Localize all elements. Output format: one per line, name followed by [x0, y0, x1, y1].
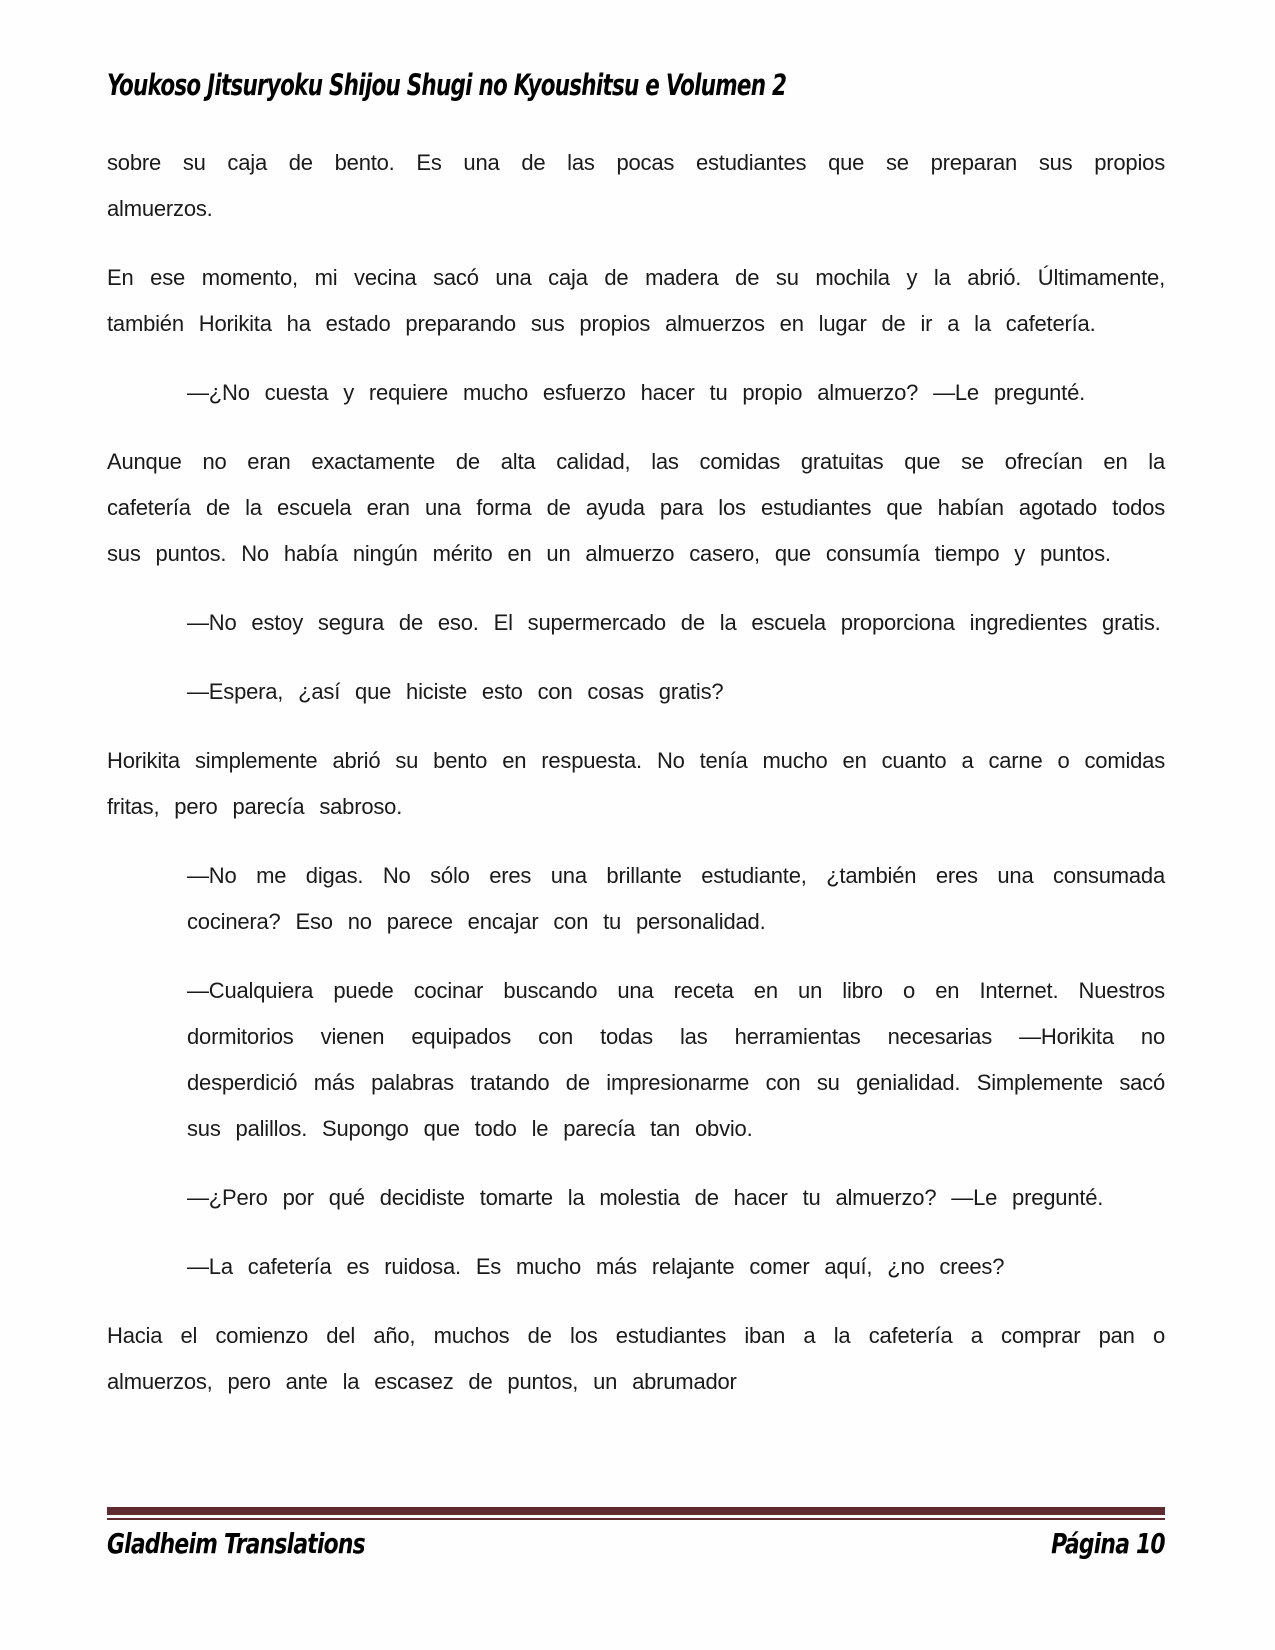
footer-rule-thick	[107, 1507, 1165, 1515]
footer-page-number: Página 10	[1051, 1527, 1165, 1560]
footer-row	[107, 1527, 1165, 1560]
footer-rule-thin	[107, 1518, 1165, 1520]
paragraph: Hacia el comienzo del año, muchos de los estudiantes iban a la cafetería a comprar pan o almuerzos, pero ante la escasez de puntos, un abrumador	[107, 1323, 1165, 1394]
paragraph: —Espera, ¿así que hiciste esto con cosas gratis?	[187, 679, 724, 704]
paragraph: —Cualquiera puede cocinar buscando una receta en un libro o en Internet. Nuestros dormitorios vienen equipados con todas las herramientas necesarias —Horikita no desperdició más palabras tratando de impresionarme con su genialidad. Simplemente sacó sus palillos. Supongo que todo le parecía tan obvio.	[187, 978, 1165, 1141]
paragraph: —¿Pero por qué decidiste tomarte la molestia de hacer tu almuerzo? —Le pregunté.	[187, 1185, 1104, 1210]
header-title: Youkoso Jitsuryoku Shijou Shugi no Kyoushitsu e Volumen 2	[107, 68, 787, 102]
paragraph: Horikita simplemente abrió su bento en respuesta. No tenía mucho en cuanto a carne o comidas fritas, pero parecía sabroso.	[107, 748, 1165, 819]
page-footer	[107, 1507, 1165, 1560]
paragraph: En ese momento, mi vecina sacó una caja de madera de su mochila y la abrió. Últimamente, también Horikita ha estado preparando sus propios almuerzos en lugar de ir a la cafetería.	[107, 265, 1165, 336]
paragraph: Aunque no eran exactamente de alta calidad, las comidas gratuitas que se ofrecían en la cafetería de la escuela eran una forma de ayuda para los estudiantes que habían agotado todos sus puntos. No había ningún mérito en un almuerzo casero, que consumía tiempo y puntos.	[107, 449, 1165, 566]
paragraph: —La cafetería es ruidosa. Es mucho más relajante comer aquí, ¿no crees?	[187, 1254, 1005, 1279]
page-header	[107, 68, 1165, 102]
body-text	[107, 140, 1165, 1428]
paragraph: —¿No cuesta y requiere mucho esfuerzo hacer tu propio almuerzo? —Le pregunté.	[187, 380, 1086, 405]
paragraph: —No estoy segura de eso. El supermercado de la escuela proporciona ingredientes gratis.	[187, 610, 1161, 635]
paragraph: —No me digas. No sólo eres una brillante estudiante, ¿también eres una consumada cocinera? Eso no parece encajar con tu personalidad.	[187, 863, 1165, 934]
paragraph: sobre su caja de bento. Es una de las pocas estudiantes que se preparan sus propios almuerzos.	[107, 150, 1165, 221]
footer-translator-credit: Gladheim Translations	[107, 1527, 365, 1560]
